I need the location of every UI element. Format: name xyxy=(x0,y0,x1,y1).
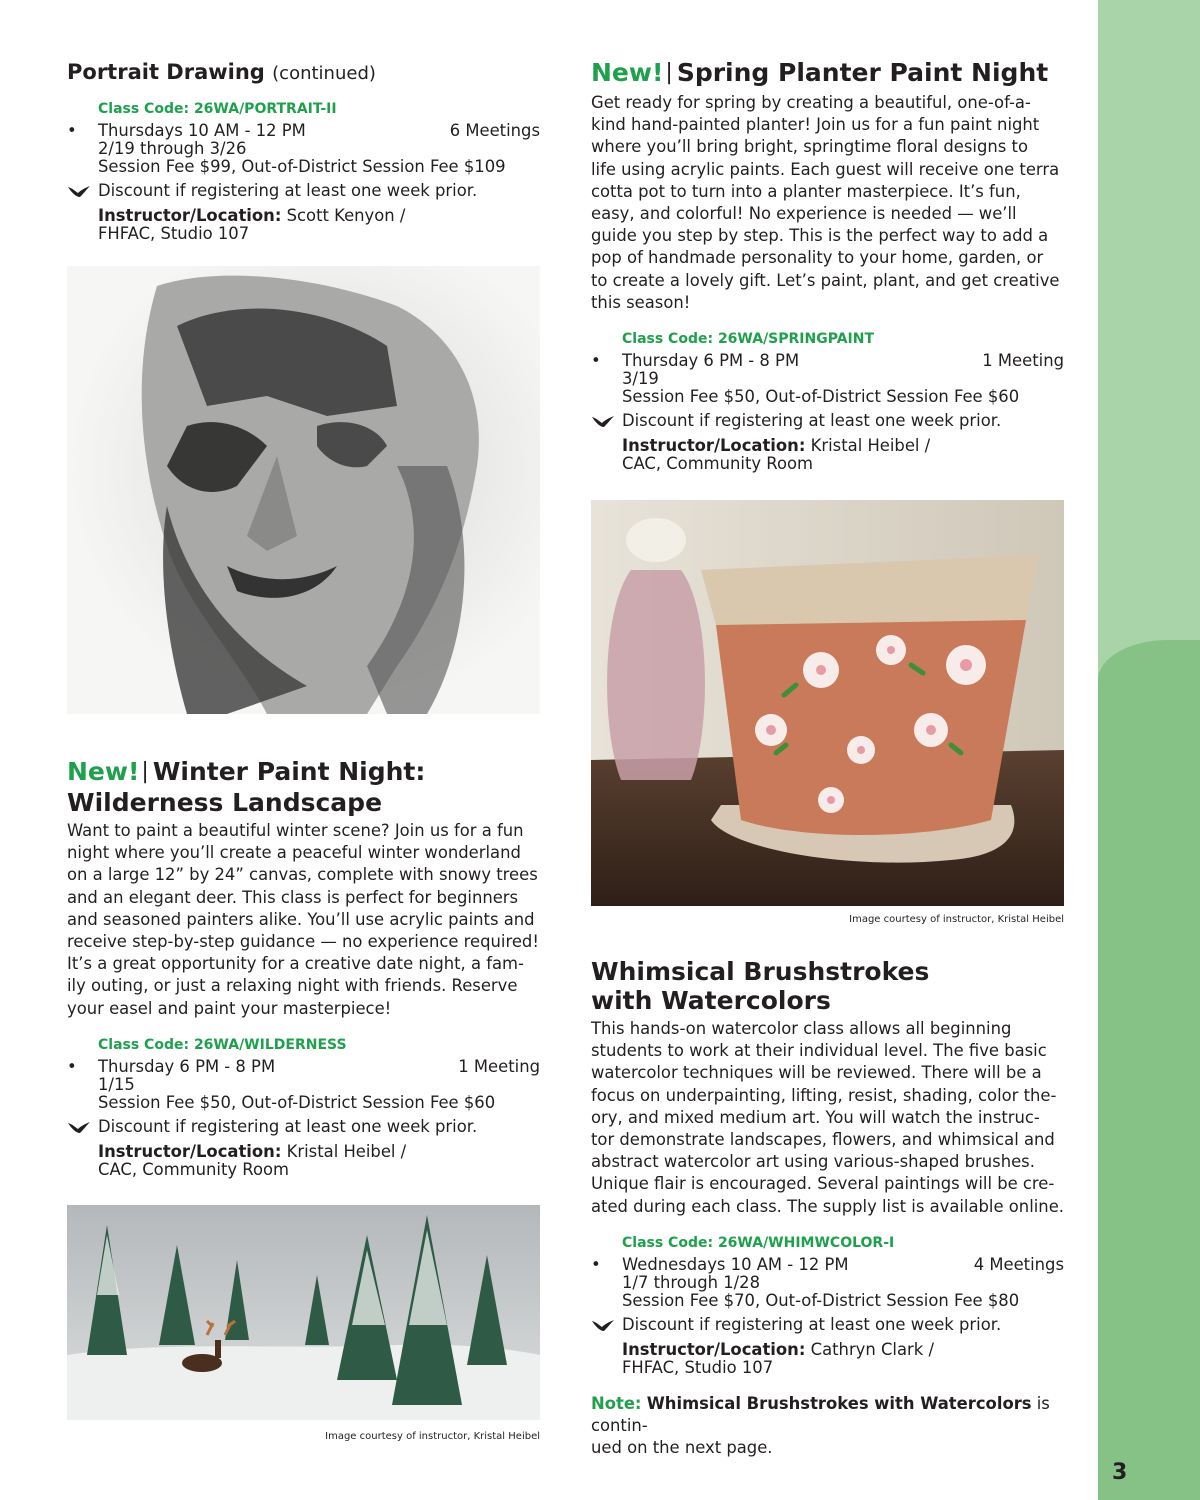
schedule-dates: 1/15 xyxy=(98,1074,135,1094)
desc-line: and an elegant deer. This class is perfect for beginners xyxy=(67,887,519,907)
painted-planter-image xyxy=(591,500,1064,906)
discount-line xyxy=(67,181,540,201)
schedule-days: Thursday 6 PM - 8 PM xyxy=(98,1056,276,1076)
desc-line: night where you’ll create a peaceful winter wonderland xyxy=(67,843,521,863)
meeting-count: 1 Meeting xyxy=(982,351,1064,371)
instructor-label: Instructor/Location: xyxy=(98,1141,282,1161)
winter-section xyxy=(67,757,540,1179)
discount-text: Discount if registering at least one week prior. xyxy=(98,181,478,200)
description xyxy=(591,1018,1064,1218)
schedule-fees: Session Fee $50, Out-of-District Session Fee $60 xyxy=(98,1092,496,1112)
schedule xyxy=(67,122,540,176)
instructor-name: Cathryn Clark / xyxy=(810,1339,934,1359)
title-text: Spring Planter Paint Night xyxy=(676,58,1049,87)
meeting-count: 6 Meetings xyxy=(449,121,540,140)
sidebar-wave xyxy=(1098,640,1200,1500)
desc-line: watercolor techniques will be reviewed. There will be a xyxy=(591,1063,1042,1083)
instructor-name: Scott Kenyon / xyxy=(286,206,406,225)
winter-landscape-image xyxy=(67,1205,540,1420)
location-text: CAC, Community Room xyxy=(98,1159,289,1179)
desc-line: ated during each class. The supply list is available online. xyxy=(591,1196,1064,1216)
schedule-dates: 3/19 xyxy=(622,369,659,389)
desc-line: Want to paint a beautiful winter scene? Join us for a fun xyxy=(67,821,524,840)
discount-text: Discount if registering at least one week prior. xyxy=(98,1116,478,1136)
instructor-label: Instructor/Location: xyxy=(622,436,806,456)
desc-line: cotta pot to turn into a planter masterpiece. It’s fun, xyxy=(591,181,1021,201)
title-line-2: with Watercolors xyxy=(591,986,831,1015)
note-text: is contin- xyxy=(591,1393,1050,1435)
desc-line: focus on underpainting, lifting, resist, shading, color the- xyxy=(591,1085,1057,1105)
class-code: Class Code: 26WA/WILDERNESS xyxy=(98,1036,347,1053)
description xyxy=(591,92,1064,314)
title-line-1: Winter Paint Night: xyxy=(152,757,426,786)
title-line-2: Wilderness Landscape xyxy=(67,788,383,817)
description xyxy=(67,820,540,1020)
desc-line: tor demonstrate landscapes, flowers, and whimsical and xyxy=(591,1130,1055,1150)
section-title xyxy=(67,757,540,817)
desc-line: Get ready for spring by creating a beautiful, one-of-a- xyxy=(591,93,1031,112)
desc-line: pop of handmade personality to your home, garden, or xyxy=(591,248,1044,268)
instructor-label: Instructor/Location: xyxy=(622,1339,806,1359)
image-caption: Image courtesy of instructor, Kristal Heibel xyxy=(325,1431,540,1442)
bird-icon xyxy=(67,1121,91,1135)
desc-line: easy, and colorful! No experience is needed — we’ll xyxy=(591,204,1017,224)
instructor-location xyxy=(622,1341,1064,1377)
desc-line: ily outing, or just a relaxing night with friends. Reserve xyxy=(67,976,518,996)
schedule-fees: Session Fee $99, Out-of-District Session Fee $109 xyxy=(98,157,506,176)
image-caption: Image courtesy of instructor, Kristal Heibel xyxy=(849,914,1064,925)
location-text: CAC, Community Room xyxy=(622,454,813,474)
schedule xyxy=(591,1256,1064,1310)
desc-line: Unique flair is encouraged. Several paintings will be cre- xyxy=(591,1174,1055,1194)
discount-line xyxy=(591,411,1064,431)
location-text: FHFAC, Studio 107 xyxy=(98,224,250,243)
desc-line: and seasoned painters alike. You’ll use acrylic paints and xyxy=(67,909,535,929)
continued-label: (continued) xyxy=(272,63,376,84)
continuation-note xyxy=(591,1393,1064,1459)
bird-icon xyxy=(591,415,615,429)
bullet-icon: • xyxy=(591,351,601,371)
note-course-name: Whimsical Brushstrokes with Watercolors xyxy=(646,1393,1032,1413)
instructor-location xyxy=(622,437,1064,473)
desc-line: ory, and mixed medium art. You will watch the instruc- xyxy=(591,1107,1040,1127)
bullet-icon: • xyxy=(67,1056,77,1076)
location-text: FHFAC, Studio 107 xyxy=(622,1357,774,1377)
desc-line: on a large 12” by 24” canvas, complete with snowy trees xyxy=(67,865,538,885)
meeting-count: 1 Meeting xyxy=(458,1056,540,1076)
desc-line: your easel and paint your masterpiece! xyxy=(67,998,392,1018)
schedule-fees: Session Fee $70, Out-of-District Session Fee $80 xyxy=(622,1290,1020,1310)
title-divider: | xyxy=(665,60,673,85)
title-divider: | xyxy=(141,759,149,784)
bird-icon xyxy=(591,1319,615,1333)
desc-line: This hands-on watercolor class allows all beginning xyxy=(591,1019,1012,1038)
schedule-days: Thursday 6 PM - 8 PM xyxy=(622,351,800,371)
desc-line: life using acrylic paints. Each guest will receive one terra xyxy=(591,159,1060,179)
page-sidebar xyxy=(1098,0,1200,1500)
portrait-section xyxy=(67,58,540,243)
new-badge: New! xyxy=(67,757,140,786)
section-title xyxy=(591,58,1064,89)
desc-line: to create a lovely gift. Let’s paint, plant, and get creative xyxy=(591,270,1060,290)
desc-line: It’s a great opportunity for a creative date night, a fam- xyxy=(67,954,524,974)
desc-line: receive step-by-step guidance — no experience required! xyxy=(67,932,539,952)
desc-line: this season! xyxy=(591,292,691,312)
instructor-name: Kristal Heibel / xyxy=(286,1141,407,1161)
desc-line: where you’ll bring bright, springtime floral designs to xyxy=(591,137,1028,157)
page-number: 3 xyxy=(1112,1460,1128,1485)
desc-line: abstract watercolor art using various-shaped brushes. xyxy=(591,1152,1035,1172)
schedule-fees: Session Fee $50, Out-of-District Session Fee $60 xyxy=(622,387,1020,407)
desc-line: kind hand-painted planter! Join us for a fun paint night xyxy=(591,115,1040,135)
desc-line: guide you step by step. This is the perfect way to add a xyxy=(591,226,1049,246)
class-code: Class Code: 26WA/SPRINGPAINT xyxy=(622,331,875,348)
section-title xyxy=(67,58,540,88)
discount-line xyxy=(591,1315,1064,1335)
schedule xyxy=(67,1058,540,1112)
schedule-days: Thursdays 10 AM - 12 PM xyxy=(98,121,306,140)
section-title xyxy=(591,957,1064,1015)
bird-icon xyxy=(67,185,91,199)
spring-section xyxy=(591,58,1064,473)
portrait-drawing-image xyxy=(67,266,540,714)
title-line-1: Whimsical Brushstrokes xyxy=(591,957,930,986)
bullet-icon: • xyxy=(67,121,77,140)
bullet-icon: • xyxy=(591,1254,601,1274)
instructor-name: Kristal Heibel / xyxy=(810,436,931,456)
new-badge: New! xyxy=(591,58,664,87)
schedule-dates: 2/19 through 3/26 xyxy=(98,139,247,158)
class-code: Class Code: 26WA/WHIMWCOLOR-I xyxy=(622,1234,895,1251)
instructor-location xyxy=(98,207,540,243)
instructor-location xyxy=(98,1143,540,1179)
schedule xyxy=(591,352,1064,406)
whimsical-section xyxy=(591,957,1064,1459)
instructor-label: Instructor/Location: xyxy=(98,206,282,225)
note-label: Note: xyxy=(591,1393,642,1413)
class-code: Class Code: 26WA/PORTRAIT-II xyxy=(98,101,337,117)
discount-text: Discount if registering at least one week prior. xyxy=(622,411,1002,431)
discount-line xyxy=(67,1117,540,1137)
meeting-count: 4 Meetings xyxy=(973,1254,1064,1274)
title-text: Portrait Drawing xyxy=(67,60,265,84)
desc-line: students to work at their individual level. The five basic xyxy=(591,1041,1047,1061)
schedule-days: Wednesdays 10 AM - 12 PM xyxy=(622,1254,849,1274)
discount-text: Discount if registering at least one week prior. xyxy=(622,1314,1002,1334)
note-text: ued on the next page. xyxy=(591,1437,773,1457)
schedule-dates: 1/7 through 1/28 xyxy=(622,1272,761,1292)
